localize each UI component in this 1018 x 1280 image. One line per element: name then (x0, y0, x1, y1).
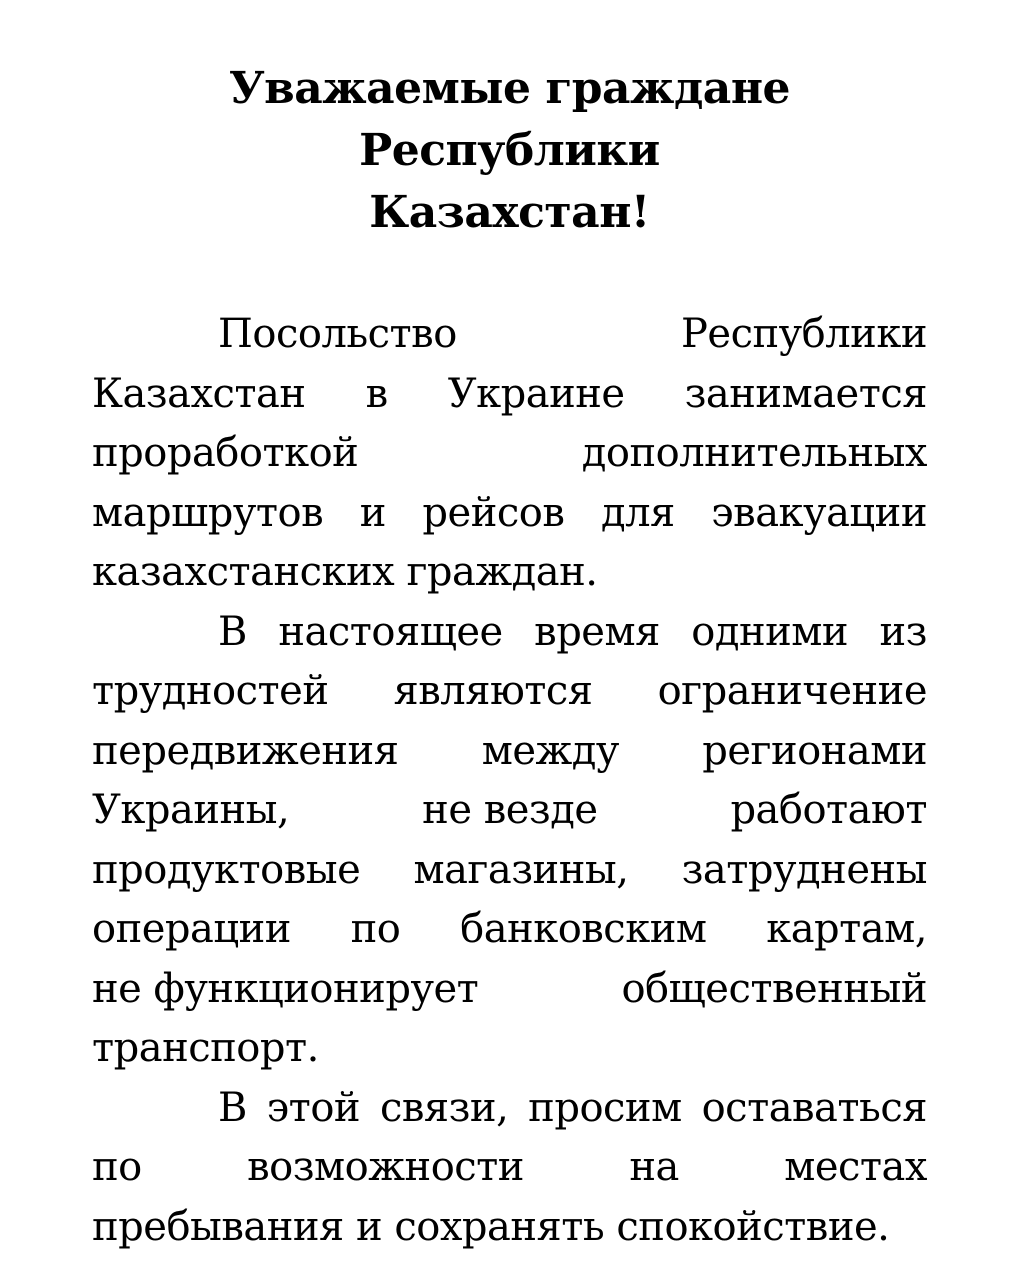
document-title (92, 58, 927, 244)
word: Посольство (218, 311, 457, 357)
word: трудностей (92, 668, 329, 714)
text-line-paragraph-2 (92, 841, 927, 901)
word: Республики (681, 311, 927, 357)
title-line-2: Казахстан! (369, 187, 650, 238)
word: из (879, 608, 927, 655)
word: операции (92, 906, 291, 952)
word: Украине (447, 370, 625, 417)
word: проработкой (92, 430, 359, 476)
word: передвижения (92, 727, 399, 774)
word: этой (266, 1084, 361, 1131)
text-line-paragraph-1 (92, 484, 927, 544)
text-line-paragraph-3 (92, 1079, 927, 1139)
text-line-paragraph-2 (92, 781, 927, 841)
text-line-paragraph-2 (92, 900, 927, 960)
word: настоящее (278, 608, 503, 655)
text-line-paragraph-3 (92, 1138, 927, 1198)
word: на (629, 1144, 679, 1190)
word: Украины, (92, 787, 290, 833)
word: дополнительных (581, 430, 927, 476)
text-line-paragraph-1 (92, 365, 927, 425)
word: В (218, 608, 247, 655)
text-line-paragraph-1 (92, 424, 927, 484)
word: картам, (766, 906, 927, 952)
word: ограничение (657, 668, 927, 714)
word: маршрутов (92, 489, 324, 536)
text-line-paragraph-2 (92, 603, 927, 663)
word: рейсов (422, 489, 565, 536)
word: просим (528, 1084, 682, 1131)
word: местах (784, 1144, 927, 1190)
word: между (481, 727, 619, 774)
word: не везде (422, 787, 598, 833)
word: связи, (379, 1084, 509, 1131)
word: и (359, 489, 386, 536)
text-line-paragraph-1 (92, 543, 927, 603)
title-line-1: Уважаемые граждане Республики (228, 63, 791, 176)
word: общественный (621, 965, 927, 1012)
word: банковским (460, 906, 707, 952)
word: не функционирует (92, 965, 479, 1012)
text-line-paragraph-3 (92, 1198, 927, 1258)
word: транспорт. (92, 1025, 319, 1071)
word: по (92, 1144, 142, 1190)
word: магазины, (413, 846, 629, 893)
text-line-paragraph-2 (92, 662, 927, 722)
text-line-paragraph-2 (92, 722, 927, 782)
word: время (534, 608, 660, 655)
word: затруднены (681, 846, 927, 893)
word: работают (730, 787, 927, 833)
word: эвакуации (711, 489, 927, 536)
word: являются (393, 668, 593, 714)
word: пребывания и сохранять спокойствие. (92, 1203, 890, 1250)
word: оставаться (701, 1084, 927, 1131)
text-line-paragraph-1 (92, 305, 927, 365)
word: одними (691, 608, 849, 655)
word: регионами (702, 727, 927, 774)
word: возможности (247, 1144, 524, 1190)
word: В (218, 1084, 247, 1131)
text-line-paragraph-2 (92, 960, 927, 1020)
word: для (600, 489, 675, 536)
word: в (365, 370, 388, 417)
text-line-paragraph-2 (92, 1019, 927, 1079)
word: по (350, 906, 401, 952)
document-body (92, 305, 927, 1257)
word: казахстанских граждан. (92, 549, 598, 595)
word: продуктовые (92, 846, 361, 893)
word: занимается (684, 370, 927, 417)
word: Казахстан (92, 370, 306, 417)
